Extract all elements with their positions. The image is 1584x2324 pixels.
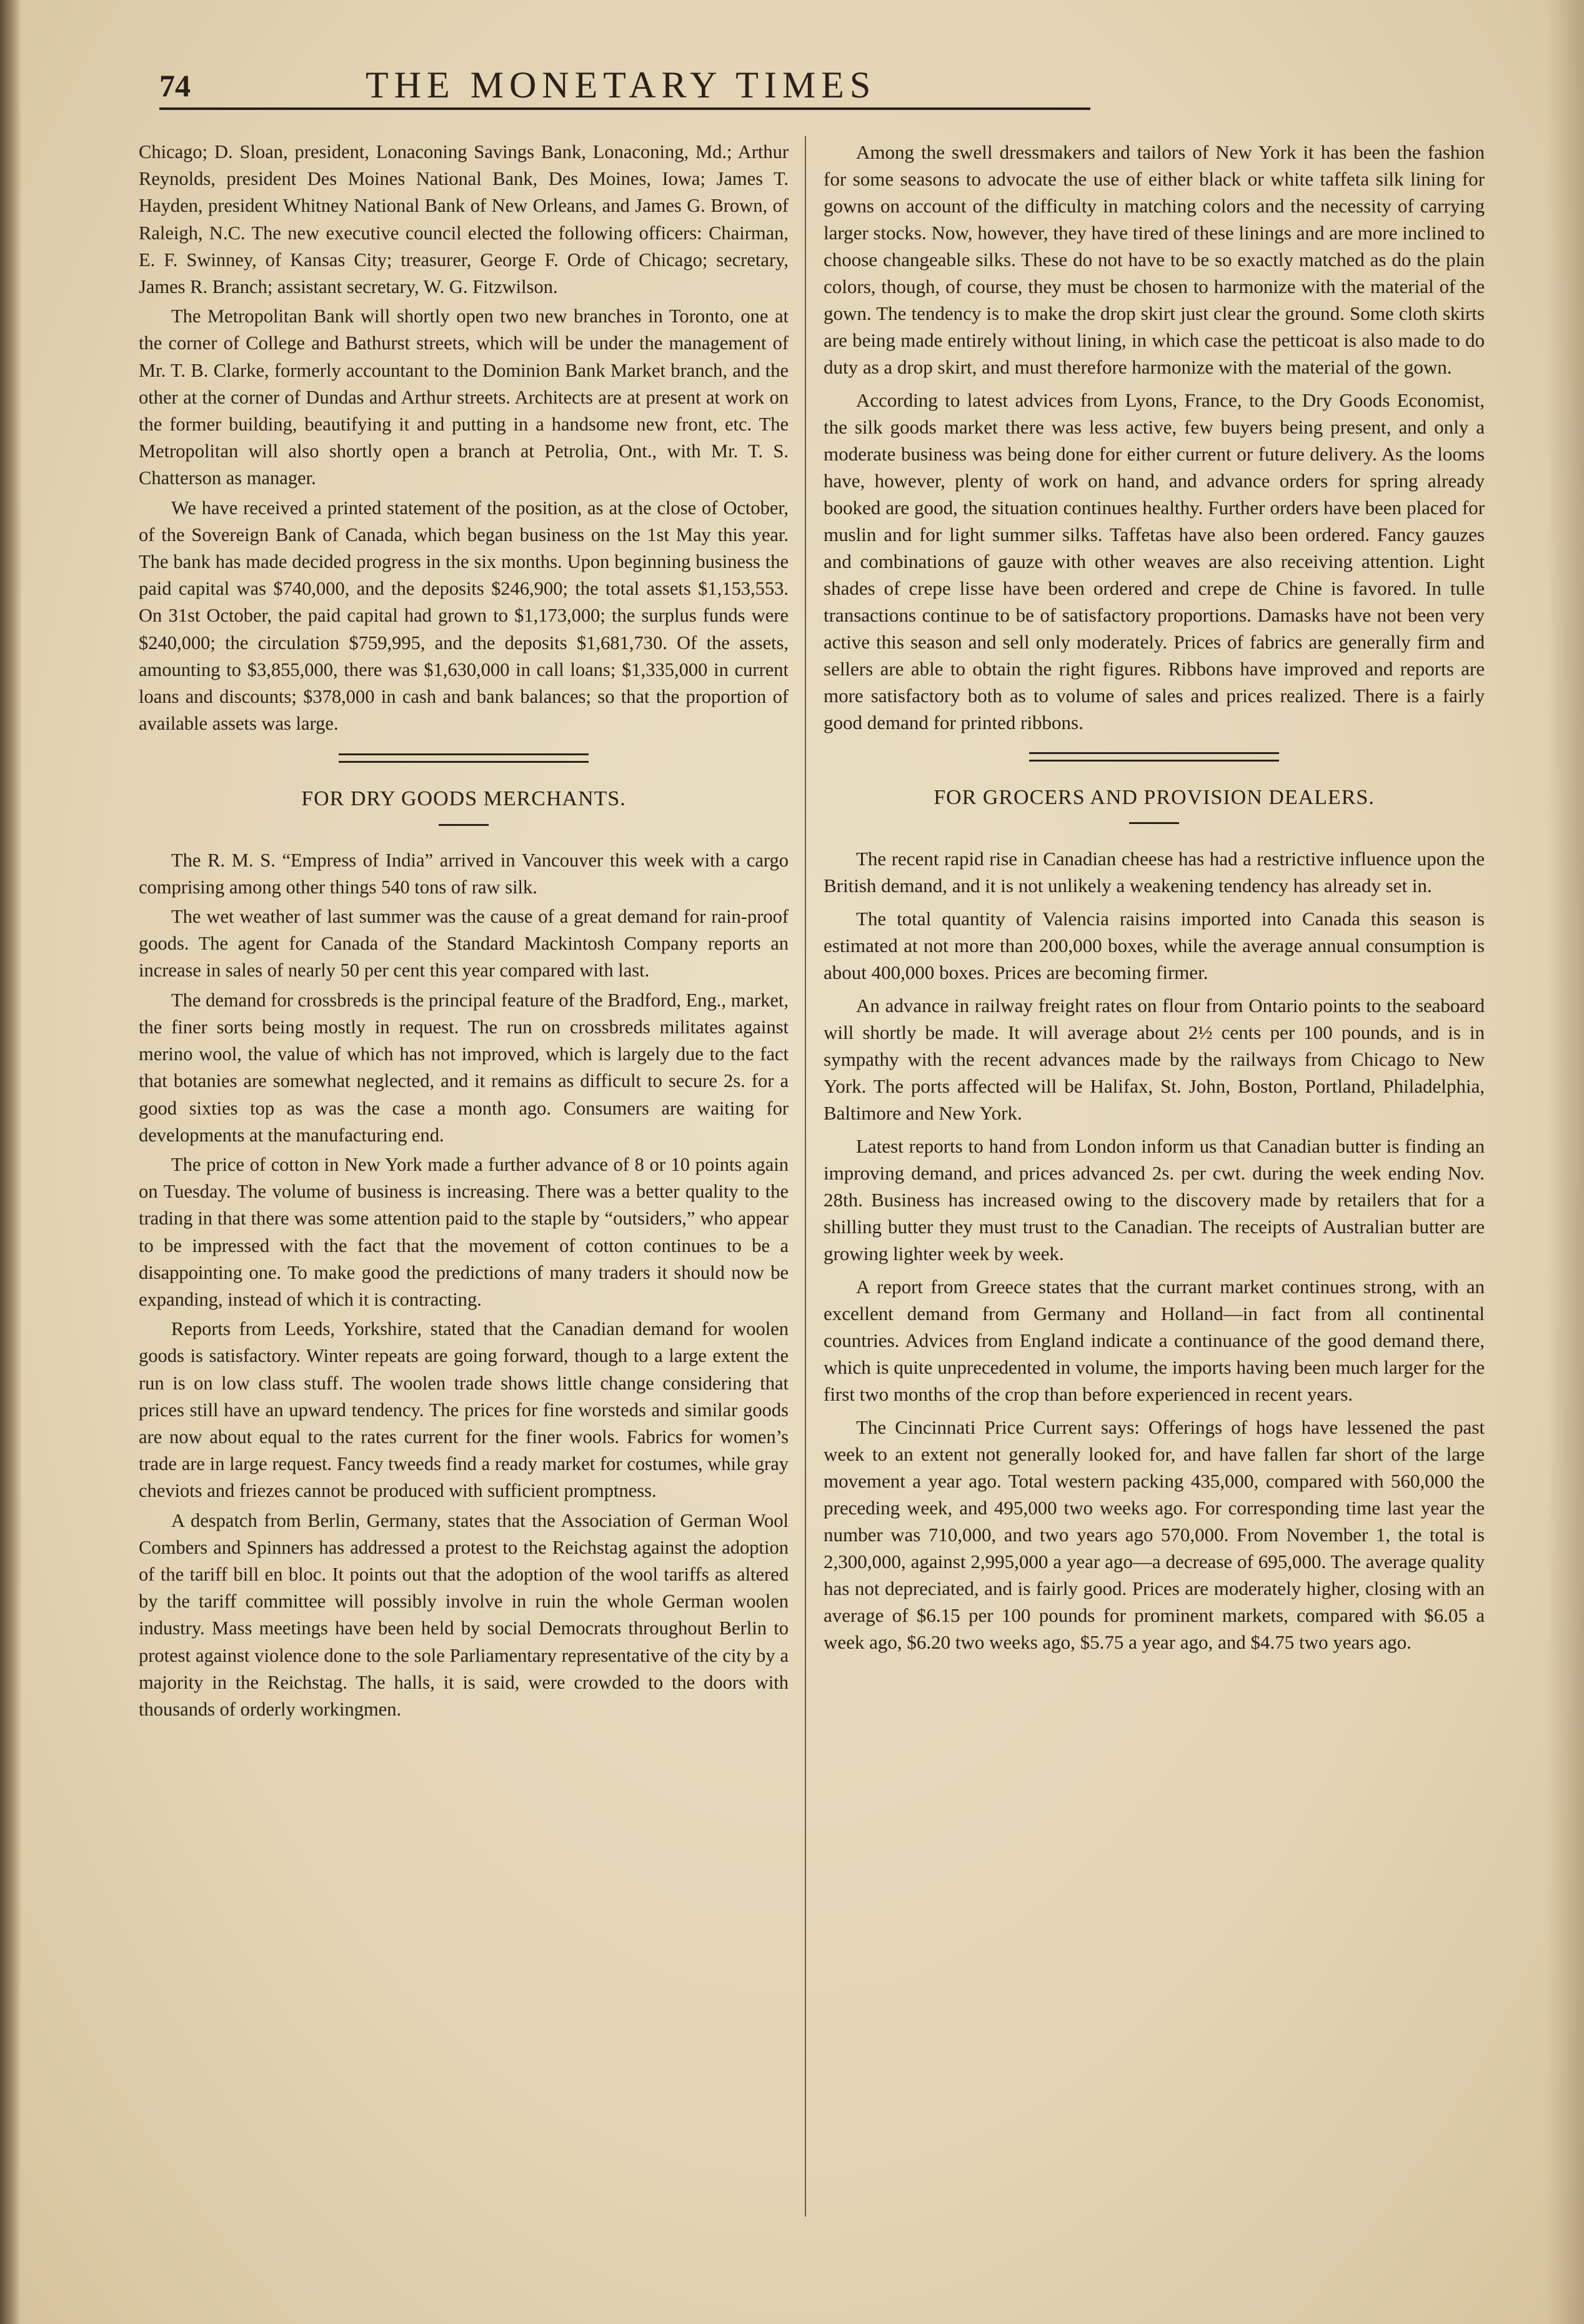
column-divider (805, 136, 806, 2217)
article-paragraph: The price of cotton in New York made a further advance of 8 or 10 points again on Tuesday. The volume of business is increasing. There was a better quality to the trading in that there was some attention paid to the staple by “outsiders,” who appear to be impressed with the fact that the movement of cotton continues to be a disappointing one. To make good the predictions of many traders it should now be expanding, instead of which it is contracting. (139, 1153, 789, 1310)
section-divider (339, 753, 589, 763)
section-divider (1029, 752, 1279, 762)
masthead-title: THE MONETARY TIMES (366, 64, 877, 106)
binding-edge (0, 0, 21, 2324)
article-paragraph: The demand for crossbreds is the principal feature of the Bradford, Eng., market, the finer sorts being mostly in request. The run on crossbreds militates against merino wool, the value of which has not improved, which is largely due to the fact that botanies are somewhat neglected, and it remains as difficult to secure 2s. for a good sixties top as was the case a month ago. Consumers are waiting for developments at the manufacturing end. (139, 989, 789, 1146)
article-paragraph: Among the swell dressmakers and tailors of New York it has been the fashion for some seasons to advocate the use of either black or white taffeta silk lining for gowns on account of the difficulty in matching colors and the necessity of carrying larger stocks. Now, however, they have tired of these linings and are more inclined to choose changeable silks. These do not have to be so exactly matched as do the plain colors, though, of course, they must be chosen to harmonize with the material of the gown. The tendency is to make the drop skirt just clear the ground. Some cloth skirts are being made entirely without lining, in which case the petticoat is also made to do duty as a drop skirt, and must therefore harmonize with the material of the gown. (824, 141, 1485, 378)
article-paragraph: The Cincinnati Price Current says: Offerings of hogs have lessened the past week to an extent not generally looked for, and have fallen far short of the large movement a year ago. Total western packing 435,000, compared with 560,000 the preceding week, and 495,000 two weeks ago. For corresponding time last year the number was 710,000, and two years ago 570,000. From November 1, the total is 2,300,000, against 2,995,000 a year ago—a decrease of 695,000. The average quality has not depreciated, and is fairly good. Prices are moderately higher, closing with an average of $6.15 per 100 pounds for prominent markets, compared with $6.05 a week ago, $6.20 two weeks ago, $5.75 a year ago, and $4.75 two years ago. (824, 1416, 1485, 1653)
page-edge-shadow (1547, 0, 1584, 2324)
right-column (824, 139, 1485, 1656)
article-paragraph: According to latest advices from Lyons, France, to the Dry Goods Economist, the silk goods market there was less active, few buyers being present, and only a moderate business was being done for either current or future delivery. As the looms have, however, plenty of work on hand, and advance orders for spring already booked are good, the situation continues healthy. Further orders have been placed for muslin and for light summer silks. Taffetas have also been ordered. Fancy gauzes and combinations of gauze with other weaves are also receiving attention. Light shades of crepe lisse have been ordered and crepe de Chine is favored. In tulle transactions continue to be of satisfactory proportions. Damasks have not been very active this season and sell only moderately. Prices of fabrics are generally firm and sellers are able to obtain the right figures. Ribbons have improved and reports are more satisfactory both as to volume of sales and prices realized. There is a fairly good demand for printed ribbons. (824, 389, 1485, 733)
article-paragraph: A report from Greece states that the currant market continues strong, with an excellent demand from Germany and Holland—in fact from all continental countries. Advices from England indicate a continuance of the good demand there, which is quite unprecedented in volume, the imports having been much larger for the first two months of the crop than before experienced in recent years. (824, 1276, 1485, 1405)
article-paragraph: We have received a printed statement of the position, as at the close of October, of the Sovereign Bank of Canada, which began business on the 1st May this year. The bank has made decided progress in the six months. Upon beginning business the paid capital was $740,000, and the deposits $246,900; the total assets $1,153,553. On 31st October, the paid capital had grown to $1,173,000; the surplus funds were $240,000; the circulation $759,995, and the deposits $1,681,730. Of the assets, amounting to $3,855,000, there was $1,630,000 in call loans; $1,335,000 in current loans and discounts; $378,000 in cash and bank balances; so that the proportion of available assets was large. (139, 497, 789, 735)
article-paragraph: The wet weather of last summer was the cause of a great demand for rain-proof goods. The agent for Canada of the Standard Mackintosh Company reports an increase in sales of nearly 50 per cent this year compared with last. (139, 906, 789, 981)
header-rule (159, 107, 1090, 110)
article-paragraph: Reports from Leeds, Yorkshire, stated that the Canadian demand for woolen goods is satisfactory. Winter repeats are going forward, though to a large extent the run is on low class stuff. The woolen trade shows little change considering that prices still have an upward tendency. The prices for fine worsteds and similar goods are now about equal to the rates current for the finer wools. Fabrics for women’s trade are in large request. Fancy tweeds find a ready market for costumes, while gray cheviots and friezes cannot be produced with sufficient promptness. (139, 1318, 789, 1502)
heading-rule (1129, 822, 1179, 824)
left-column (139, 139, 789, 1723)
heading-rule (439, 824, 489, 826)
article-paragraph: Latest reports to hand from London inform us that Canadian butter is finding an improving demand, and prices advanced 2s. per cwt. during the week ending Nov. 28th. Business has increased owing to the discovery made by retailers that for a shilling butter they must trust to the Canadian. The receipts of Australian butter are growing lighter week by week. (824, 1135, 1485, 1264)
article-paragraph: The R. M. S. “Empress of India” arrived in Vancouver this week with a cargo comprising among other things 540 tons of raw silk. (139, 849, 789, 898)
page-header (159, 62, 1090, 106)
section-heading: FOR GROCERS AND PROVISION DEALERS. (934, 786, 1375, 809)
article-paragraph: The Metropolitan Bank will shortly open two new branches in Toronto, one at the corner of College and Bathurst streets, which will be under the management of Mr. T. B. Clarke, formerly accountant to the Dominion Bank Market branch, and the other at the corner of Dundas and Arthur streets. Architects are at present at work on the former building, beautifying it and putting in a handsome new front, etc. The Metropolitan will also shortly open a branch at Petrolia, Ont., with Mr. T. S. Chatterson as manager. (139, 305, 789, 489)
article-paragraph: The total quantity of Valencia raisins imported into Canada this season is estimated at not more than 200,000 boxes, while the average annual consumption is about 400,000 boxes. Prices are becoming firmer. (824, 908, 1485, 983)
section-heading: FOR DRY GOODS MERCHANTS. (301, 787, 626, 811)
page-number: 74 (159, 68, 191, 103)
article-paragraph: Chicago; D. Sloan, president, Lonaconing Savings Bank, Lonaconing, Md.; Arthur Reynolds, president Des Moines National Bank, Des Moines, Iowa; James T. Hayden, president Whitney National Bank of New Orleans, and James G. Brown, of Raleigh, N.C. The new executive council elected the following officers: Chairman, E. F. Swinney, of Kansas City; treasurer, George F. Orde of Chicago; secretary, James R. Branch; assistant secretary, W. G. Fitzwilson. (139, 141, 789, 298)
article-paragraph: The recent rapid rise in Canadian cheese has had a restrictive influence upon the British demand, and it is not unlikely a weakening tendency has already set in. (824, 848, 1485, 896)
article-paragraph: A despatch from Berlin, Germany, states that the Association of German Wool Combers and Spinners has addressed a protest to the Reichstag against the adoption of the tariff bill en bloc. It points out that the adoption of the wool tariffs as altered by the tariff committee will possibly involve in ruin the whole German woolen industry. Mass meetings have been held by social Democrats throughout Berlin to protest against violence done to the sole Parliamentary representative of the city by a majority in the Reichstag. The halls, it is said, were crowded to the doors with thousands of orderly workingmen. (139, 1509, 789, 1720)
article-paragraph: An advance in railway freight rates on flour from Ontario points to the seaboard will shortly be made. It will average about 2½ cents per 100 pounds, and is in sympathy with the recent advances made by the railways from Chicago to New York. The ports affected will be Halifax, St. John, Boston, Portland, Philadelphia, Baltimore and New York. (824, 995, 1485, 1124)
